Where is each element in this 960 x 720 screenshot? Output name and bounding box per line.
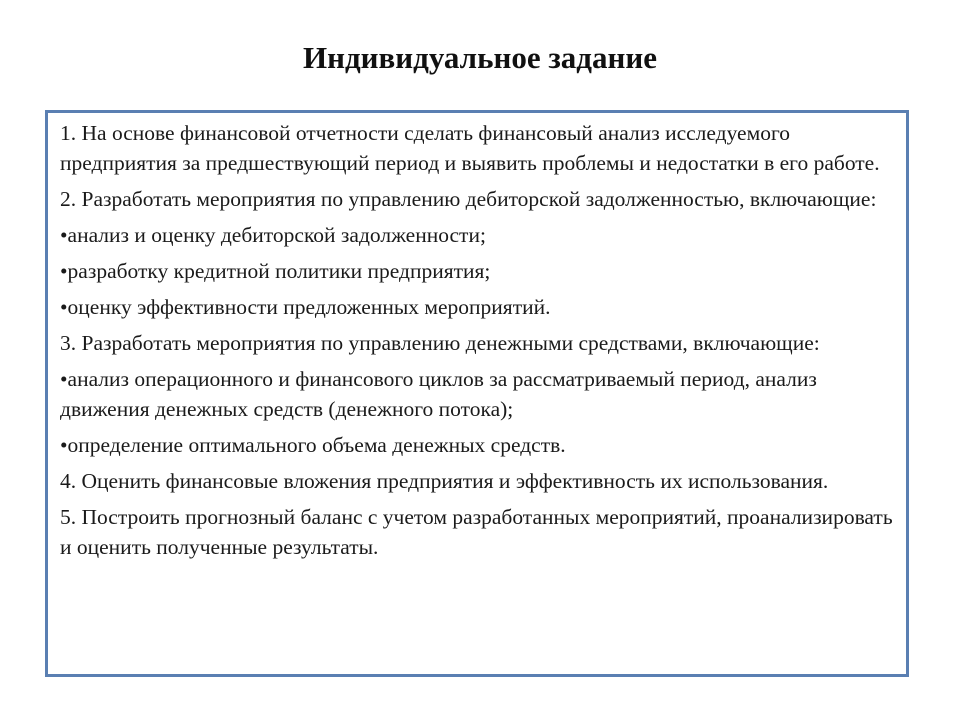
task-bullet-2-3: •оценку эффективности предложенных мероприятий. [60, 295, 551, 319]
task-bullet-2-1: •анализ и оценку дебиторской задолженности; [60, 223, 486, 247]
task-item-1: 1. На основе финансовой отчетности сделать финансовый анализ исследуемого предприятия за предшествующий период и выявить проблемы и недостатки в его работе. [60, 121, 880, 175]
task-list-box [45, 110, 909, 677]
task-item-4: 4. Оценить финансовые вложения предприятия и эффективность их использования. [60, 469, 829, 493]
task-item-3: 3. Разработать мероприятия по управлению денежными средствами, включающие: [60, 331, 820, 355]
task-bullet-3-2: •определение оптимального объема денежных средств. [60, 433, 566, 457]
task-bullet-2-2: •разработку кредитной политики предприятия; [60, 259, 491, 283]
task-item-2: 2. Разработать мероприятия по управлению дебиторской задолженностью, включающие: [60, 187, 877, 211]
task-bullet-3-1: •анализ операционного и финансового циклов за рассматриваемый период, анализ движения денежных средств (денежного потока); [60, 367, 817, 421]
task-item-5: 5. Построить прогнозный баланс с учетом разработанных мероприятий, проанализировать и оценить полученные результаты. [60, 505, 893, 559]
slide-title: Индивидуальное задание [303, 40, 657, 75]
